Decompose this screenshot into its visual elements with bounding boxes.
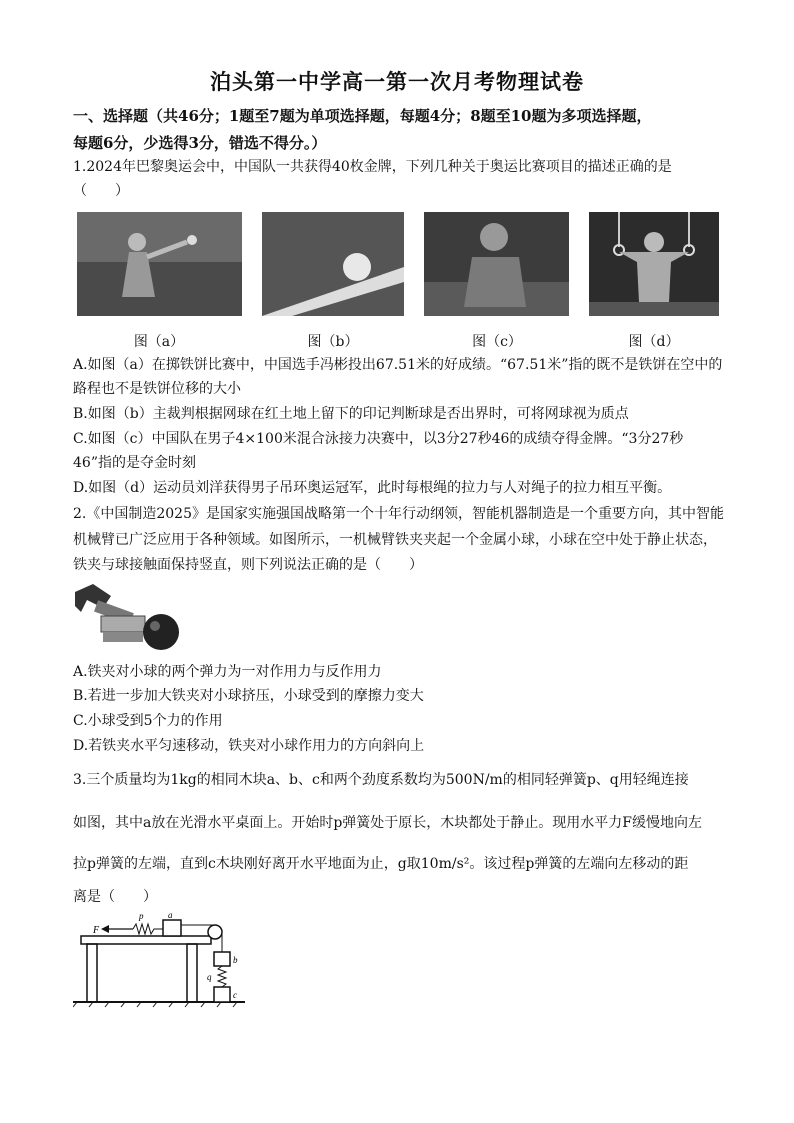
- label-F: F: [93, 925, 100, 936]
- q2-stem-line2: 机械臂已广泛应用于各种领域。如图所示，一机械臂铁夹夹起一个金属小球，小球在空中处于静止状态，: [73, 532, 717, 548]
- page-title: 泊头第一中学高一第一次月考物理试卷: [210, 69, 584, 94]
- caption-b: 图（b）: [307, 334, 359, 350]
- spring-block-figure: [73, 908, 245, 1008]
- q1-option-b: B.如图（b）主裁判根据网球在红土地上留下的印记判断球是否出界时，可将网球视为质点: [73, 406, 629, 422]
- q1-stem-line1: 1.2024年巴黎奥运会中，中国队一共获得40枚金牌，下列几种关于奥运比赛项目的描述正确的是: [73, 159, 672, 175]
- label-q: q: [207, 972, 212, 982]
- q1-option-d: D.如图（d）运动员刘洋获得男子吊环奥运冠军，此时每根绳的拉力与人对绳子的拉力相互平衡。: [73, 480, 672, 496]
- q2-option-a: A.铁夹对小球的两个弹力为一对作用力与反作用力: [73, 664, 382, 680]
- photo-d-rings: [589, 212, 719, 316]
- q1-stem-line2: （ ）: [73, 183, 129, 199]
- label-a: a: [168, 910, 173, 920]
- photo-c-swimming: [424, 212, 569, 316]
- q1-option-c-line1: C.如图（c）中国队在男子4×100米混合泳接力决赛中，以3分27秒46的成绩夺得金牌。“3分27秒: [73, 431, 684, 447]
- q3-stem-line3: 拉p弹簧的左端，直到c木块刚好离开水平地面为止，g取10m/s²。该过程p弹簧的左端向左移动的距: [73, 856, 689, 872]
- photo-b-tennis: [262, 212, 404, 316]
- q2-stem-line3: 铁夹与球接触面保持竖直，则下列说法正确的是（ ）: [73, 557, 423, 573]
- q2-option-c: C.小球受到5个力的作用: [73, 713, 223, 729]
- q3-stem-line2: 如图，其中a放在光滑水平桌面上。开始时p弹簧处于原长，木块都处于静止。现用水平力F缓慢地向左: [73, 815, 703, 831]
- q3-stem-line1: 3.三个质量均为1kg的相同木块a、b、c和两个劲度系数均为500N/m的相同轻弹簧p、q用轻绳连接: [73, 772, 689, 788]
- label-p: p: [139, 911, 144, 921]
- section-heading-line2: 每题6分，少选得3分，错选不得分。）: [73, 134, 327, 152]
- q3-stem-line4: 离是（ ）: [73, 889, 157, 905]
- q1-option-a-line1: A.如图（a）在掷铁饼比赛中，中国选手冯彬投出67.51米的好成绩。“67.51米”指的既不是铁饼在空中的: [73, 357, 723, 373]
- section-heading-line1: 一、选择题（共46分；1题至7题为单项选择题，每题4分；8题至10题为多项选择题，: [73, 107, 652, 125]
- photo-a-discus: [77, 212, 242, 316]
- q2-option-b: B.若进一步加大铁夹对小球挤压，小球受到的摩擦力变大: [73, 688, 424, 704]
- q2-stem-line1: 2.《中国制造2025》是国家实施强国战略第一个十年行动纲领，智能机器制造是一个重要方向，其中智能: [73, 506, 724, 522]
- label-b: b: [233, 955, 238, 965]
- q1-option-c-line2: 46”指的是夺金时刻: [73, 455, 196, 471]
- q1-option-a-line2: 路程也不是铁饼位移的大小: [73, 381, 241, 397]
- caption-a: 图（a）: [133, 334, 185, 350]
- q2-option-d: D.若铁夹水平匀速移动，铁夹对小球作用力的方向斜向上: [73, 738, 425, 754]
- robot-arm-figure: [73, 582, 183, 656]
- caption-c: 图（c）: [472, 334, 522, 350]
- label-c: c: [233, 990, 237, 1000]
- caption-d: 图（d）: [628, 334, 680, 350]
